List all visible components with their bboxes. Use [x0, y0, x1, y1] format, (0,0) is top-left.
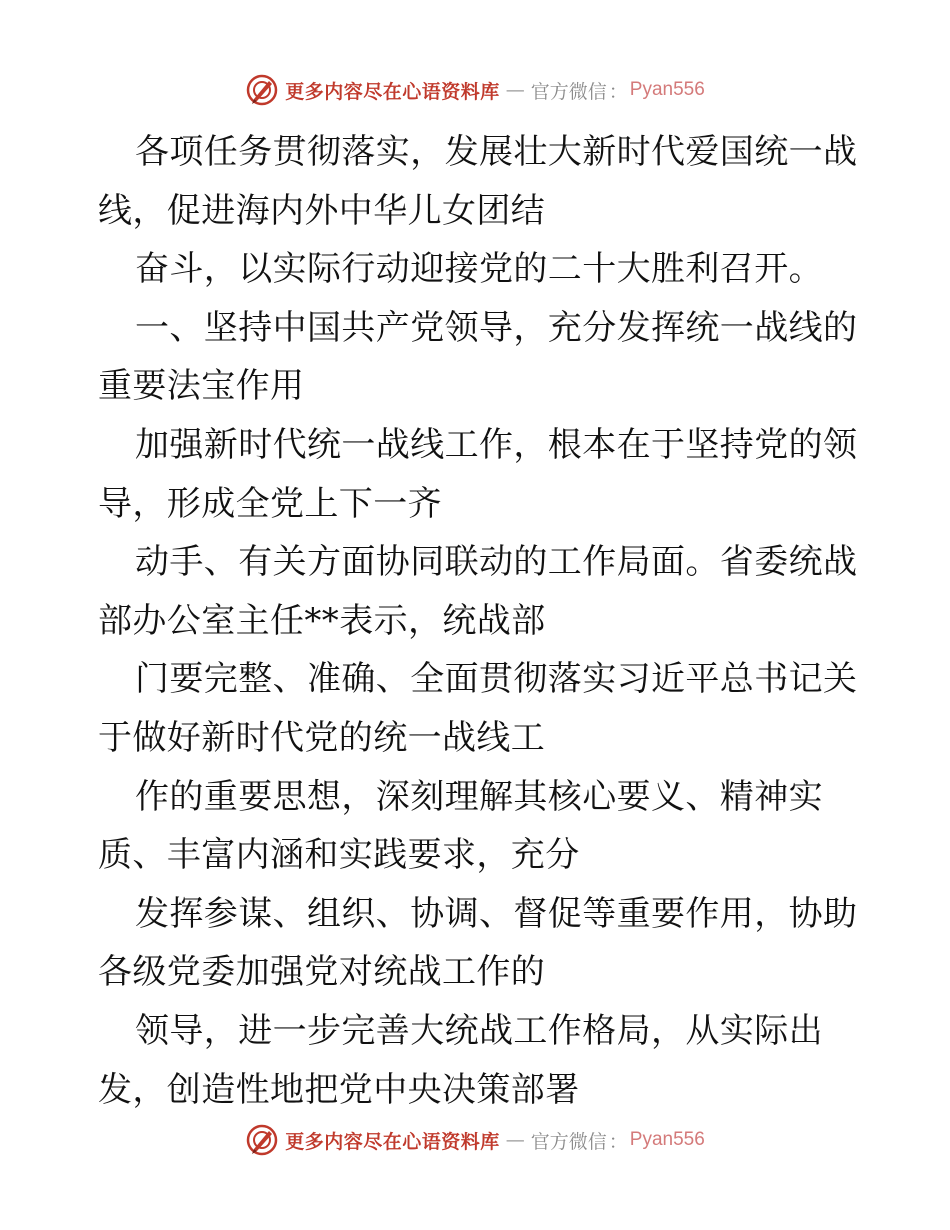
watermark-official-label: 官方微信: [530, 1130, 607, 1153]
text-line: 各级党委加强党对统战工作的: [98, 952, 546, 993]
watermark-separator: —: [505, 1129, 525, 1151]
text-line: 质、丰富内涵和实践要求，充分: [98, 835, 580, 876]
text-line: 各项任务贯彻落实，发展壮大新时代爱国统一战: [135, 132, 858, 172]
pen-logo-icon: [245, 73, 279, 107]
watermark-official-label: 官方微信: [530, 80, 607, 103]
text-line: 动手、有关方面协同联动的工作局面。省委统战: [135, 542, 858, 583]
section-heading-line: 一、坚持中国共产党领导，充分发挥统一战线的: [135, 307, 858, 348]
document-body: [98, 123, 858, 1119]
text-line: 于做好新时代党的统一战线工: [98, 717, 546, 758]
watermark-separator: —: [505, 79, 525, 101]
text-line: 门要完整、准确、全面贯彻落实习近平总书记关: [135, 659, 858, 700]
text-line: 部办公室主任**表示，统战部: [98, 600, 546, 641]
pen-logo-icon: [245, 1123, 279, 1157]
text-line: 导，形成全党上下一齐: [98, 483, 442, 524]
watermark-colon: ：: [608, 80, 628, 103]
text-line: 奋斗，以实际行动迎接党的二十大胜利召开。: [135, 249, 823, 290]
text-line: 线，促进海内外中华儿女团结: [98, 190, 546, 231]
header-watermark: [0, 72, 950, 108]
watermark-wechat-id: Pyan556: [629, 1129, 705, 1150]
text-line: 领导，进一步完善大统战工作格局，从实际出: [135, 1010, 823, 1051]
watermark-brand-text: 更多内容尽在心语资料库: [285, 1130, 500, 1153]
text-line: 发挥参谋、组织、协调、督促等重要作用，协助: [135, 893, 858, 934]
watermark-colon: ：: [608, 1130, 628, 1153]
watermark-wechat-id: Pyan556: [629, 79, 705, 100]
text-line: 发，创造性地把党中央决策部署: [98, 1069, 580, 1110]
footer-watermark: [0, 1122, 950, 1158]
watermark-brand-text: 更多内容尽在心语资料库: [285, 80, 500, 103]
section-heading-line: 重要法宝作用: [98, 366, 305, 407]
text-line: 加强新时代统一战线工作，根本在于坚持党的领: [135, 424, 858, 465]
text-line: 作的重要思想，深刻理解其核心要义、精神实: [135, 776, 823, 817]
